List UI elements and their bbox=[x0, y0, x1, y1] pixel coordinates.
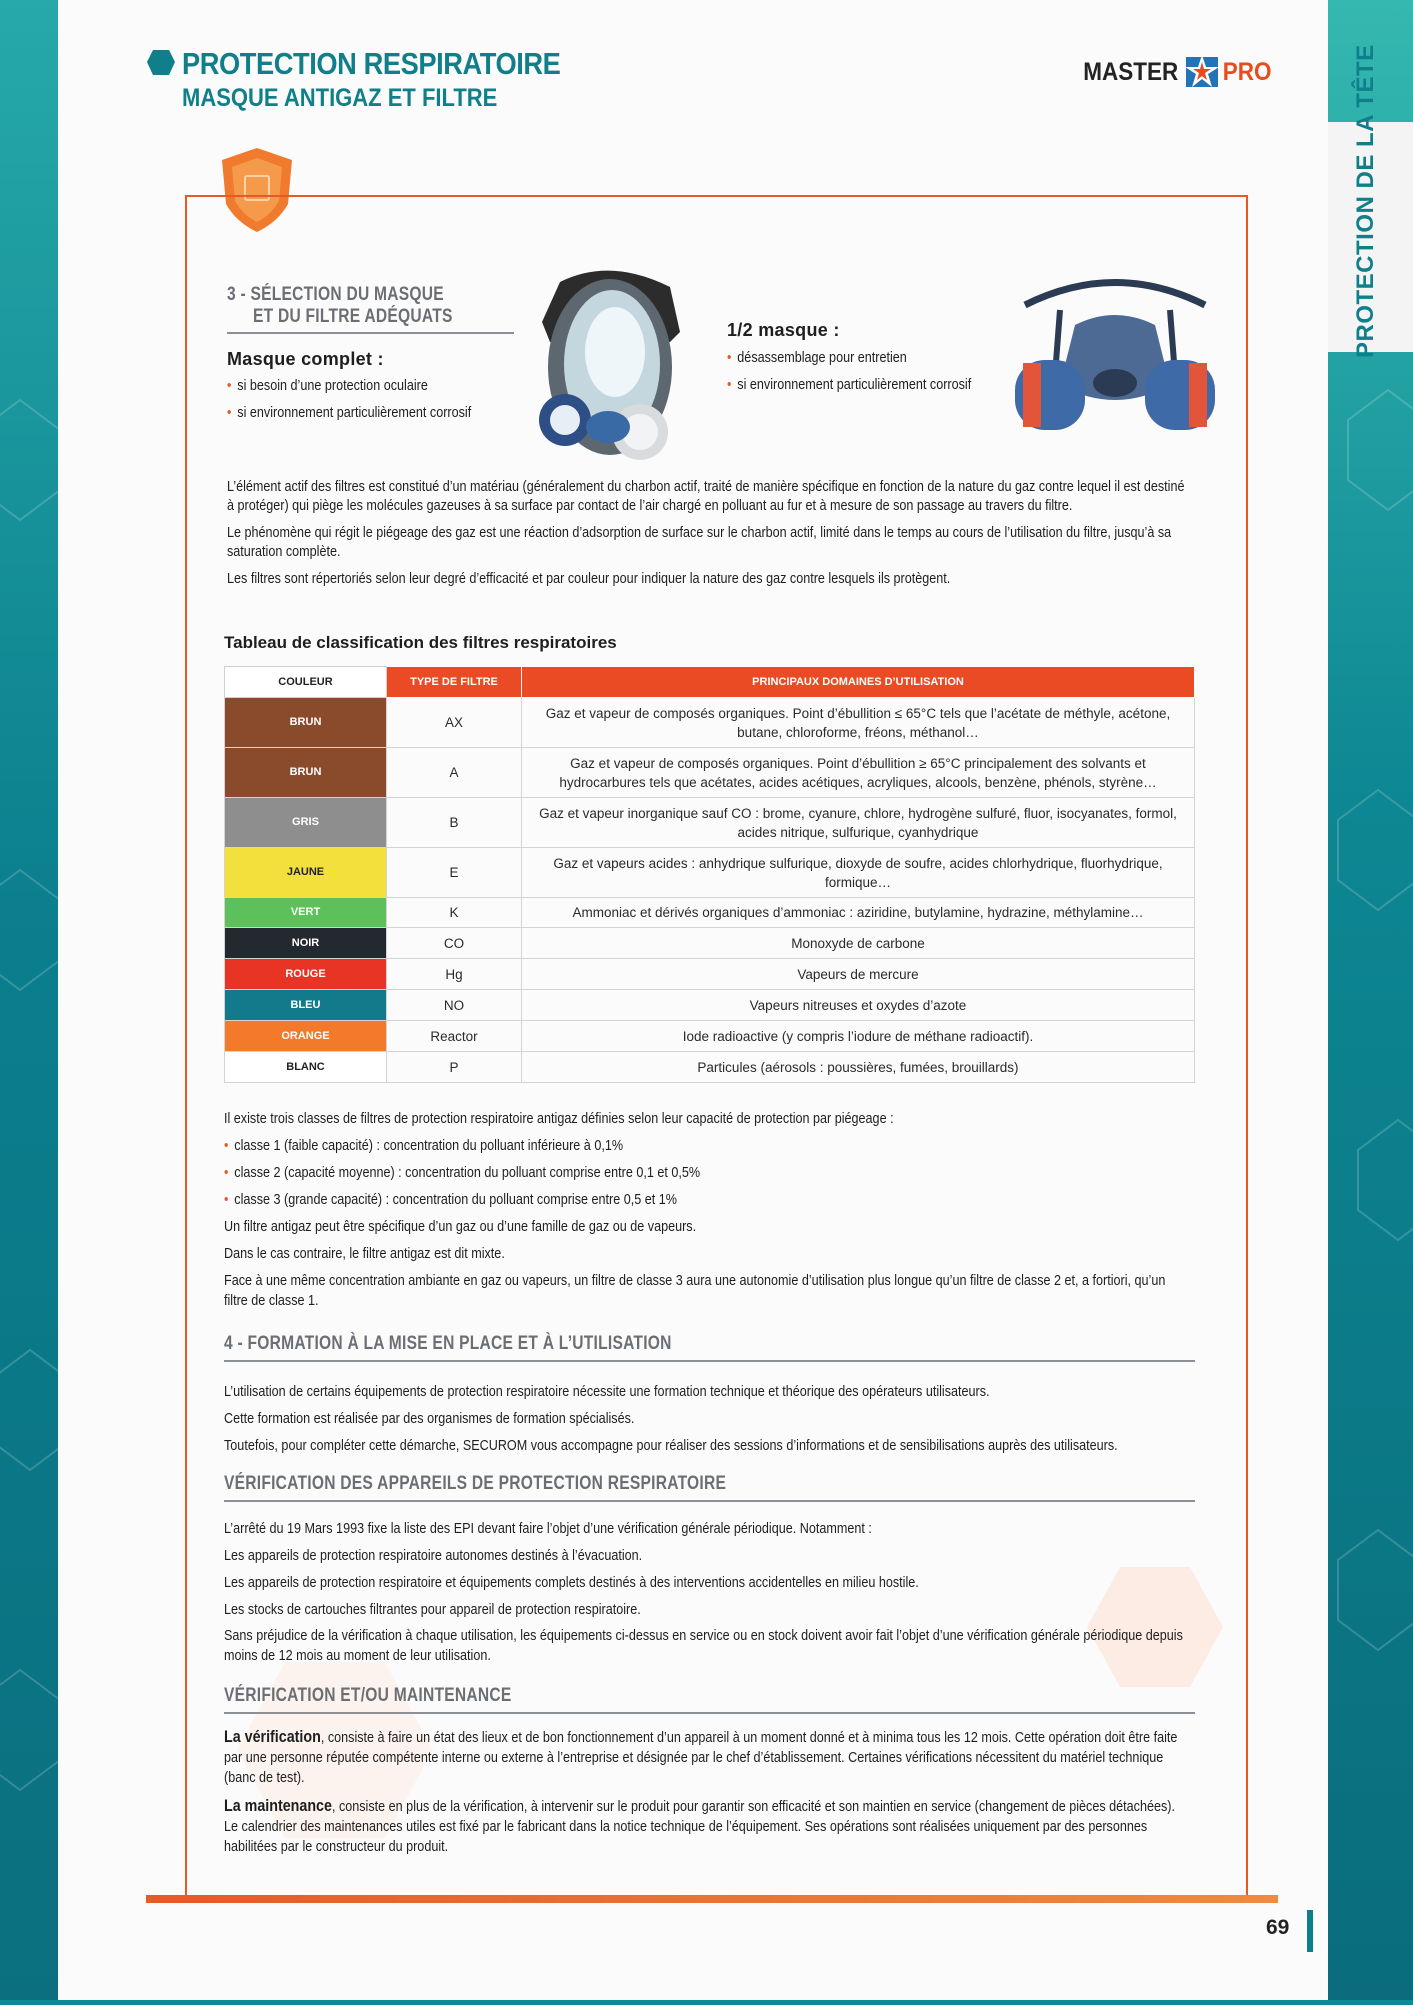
paragraph: L’utilisation de certains équipements de protection respiratoire nécessite une formation technique et théorique des opérateurs utilisateurs. bbox=[224, 1383, 990, 1400]
table-row bbox=[225, 1021, 1195, 1052]
domain-cell: Particules (aérosols : poussières, fumées, brouillards) bbox=[522, 1052, 1195, 1083]
full-face-mask-image bbox=[520, 262, 700, 467]
paragraph: Dans le cas contraire, le filtre antigaz est dit mixte. bbox=[224, 1245, 505, 1262]
paragraph: Face à une même concentration ambiante en gaz ou vapeurs, un filtre de classe 3 aura une autonomie d’utilisation plus longue qu’un filtre de classe 2 et, a fortiori, qu’un filtre de classe 1. bbox=[224, 1272, 1166, 1309]
verification-title: VÉRIFICATION DES APPAREILS DE PROTECTION RESPIRATOIRE bbox=[224, 1473, 727, 1494]
half-mask-list bbox=[727, 348, 979, 394]
page-number-bar bbox=[1307, 1910, 1313, 1952]
domain-cell: Ammoniac et dérivés organiques d’ammoniac : aziridine, butylamine, hydrazine, méthylamine… bbox=[522, 898, 1195, 928]
list-item: • si besoin d’une protection oculaire bbox=[227, 377, 428, 394]
color-cell: GRIS bbox=[225, 798, 387, 848]
logo-star-icon bbox=[1184, 53, 1220, 91]
table-row bbox=[225, 990, 1195, 1021]
column-header-color: COULEUR bbox=[225, 667, 387, 698]
color-cell: BLANC bbox=[225, 1052, 387, 1083]
section4-title: 4 - FORMATION À LA MISE EN PLACE ET À L’UTILISATION bbox=[224, 1333, 672, 1354]
paragraph: Toutefois, pour compléter cette démarche, SECUROM vous accompagne pour réaliser des sessions d’informations et de sensibilisations auprès des utilisateurs. bbox=[224, 1437, 1118, 1454]
verification-paragraphs bbox=[224, 1515, 1190, 1666]
filter-classification-table bbox=[224, 666, 1195, 1083]
paragraph: Le phénomène qui régit le piégeage des gaz est une réaction d’adsorption de surface sur le charbon actif, limité dans le temps au cours de l’utilisation du filtre, jusqu’à sa saturation complète. bbox=[227, 524, 1172, 560]
domain-cell: Gaz et vapeur inorganique sauf CO : brome, cyanure, chlore, hydrogène sulfuré, fluor, isocyanates, formol, acides nitrique, sulfurique, cyanhydrique bbox=[522, 798, 1195, 848]
table-row bbox=[225, 748, 1195, 798]
list-item: • classe 3 (grande capacité) : concentration du polluant comprise entre 0,5 et 1% bbox=[224, 1191, 677, 1208]
type-cell: K bbox=[387, 898, 522, 928]
type-cell: Hg bbox=[387, 959, 522, 990]
color-cell: JAUNE bbox=[225, 848, 387, 898]
list-item: • classe 1 (faible capacité) : concentration du polluant inférieure à 0,1% bbox=[224, 1137, 624, 1154]
section4-paragraphs bbox=[224, 1378, 1190, 1459]
table-title: Tableau de classification des filtres respiratoires bbox=[224, 633, 617, 652]
left-background-band bbox=[0, 0, 58, 2000]
maintenance-underline bbox=[224, 1712, 1195, 1714]
type-cell: P bbox=[387, 1052, 522, 1083]
column-header-type: TYPE DE FILTRE bbox=[387, 667, 522, 698]
logo-master: MASTER bbox=[1083, 57, 1179, 86]
verification-paragraph: La vérification, consiste à faire un état des lieux et de bon fonctionnement d’un appareil à un moment donné et à minima tous les 12 mois. Cette opération doit être faite par une personne réputée compétente interne ou externe à l’entreprise et désignée par le chef d’établissement. Certaines vérifications nécessitent du matériel technique (banc de test). bbox=[224, 1727, 1178, 1786]
maintenance-term: La maintenance bbox=[224, 1796, 332, 1815]
paragraph: Sans préjudice de la vérification à chaque utilisation, les équipements ci-dessus en service ou en stock doivent avoir fait l’objet d’une vérification générale périodique depuis moins de 12 mois au moment de leur utilisation. bbox=[224, 1627, 1183, 1664]
type-cell: NO bbox=[387, 990, 522, 1021]
full-mask-heading: Masque complet : bbox=[227, 349, 384, 369]
verification-underline bbox=[224, 1500, 1195, 1502]
paragraph: L’élément actif des filtres est constitué d’un matériau (généralement du charbon actif, traité de manière spécifique en fonction de la nature du gaz contre lequel il est destiné à protéger) qui piège les molécules gazeuses à sa surface par contact de l’air chargé en polluant au fur et à mesure de son passage au travers du filtre. bbox=[227, 478, 1185, 514]
page-title: PROTECTION RESPIRATOIRE bbox=[182, 46, 561, 81]
type-cell: B bbox=[387, 798, 522, 848]
list-item: • si environnement particulièrement corrosif bbox=[227, 404, 472, 421]
paragraph: Les filtres sont répertoriés selon leur degré d’efficacité et par couleur pour indiquer la nature des gaz contre lesquels ils protègent. bbox=[227, 570, 951, 587]
paragraph: Cette formation est réalisée par des organismes de formation spécialisés. bbox=[224, 1410, 635, 1427]
maintenance-title: VÉRIFICATION ET/OU MAINTENANCE bbox=[224, 1685, 512, 1706]
color-cell: BRUN bbox=[225, 698, 387, 748]
list-item: • si environnement particulièrement corrosif bbox=[727, 376, 972, 393]
color-cell: ROUGE bbox=[225, 959, 387, 990]
half-face-mask-image bbox=[1005, 265, 1225, 445]
brand-logo bbox=[1078, 52, 1274, 92]
hexagon-pattern-left bbox=[0, 0, 58, 2000]
list-item: • classe 2 (capacité moyenne) : concentration du polluant comprise entre 0,1 et 0,5% bbox=[224, 1164, 701, 1181]
classes-intro: Il existe trois classes de filtres de protection respiratoire antigaz définies selon leur capacité de protection par piégeage : bbox=[224, 1110, 894, 1127]
table-row bbox=[225, 1052, 1195, 1083]
half-mask-heading: 1/2 masque : bbox=[727, 320, 840, 340]
page-subtitle: MASQUE ANTIGAZ ET FILTRE bbox=[182, 84, 498, 112]
table-row bbox=[225, 959, 1195, 990]
maintenance-paragraphs bbox=[224, 1727, 1190, 1865]
type-cell: AX bbox=[387, 698, 522, 748]
section4-underline bbox=[224, 1360, 1195, 1362]
table-row bbox=[225, 898, 1195, 928]
table-row bbox=[225, 928, 1195, 959]
maintenance-paragraph: La maintenance, consiste en plus de la vérification, à intervenir sur le produit pour garantir son efficacité et son maintien en service (changement de pièces détachées). Le calendrier des maintenances utiles est fixé par le fabricant dans la notice technique de l’équipement. Ses opérations sont réalisées uniquement par des personnes habilitées par le constructeur du produit. bbox=[224, 1796, 1175, 1855]
paragraph: Les stocks de cartouches filtrantes pour appareil de protection respiratoire. bbox=[224, 1601, 641, 1618]
domain-cell: Gaz et vapeur de composés organiques. Point d’ébullition ≥ 65°C principalement des solvants et hydrocarbures tels que acétates, acides acétiques, acryliques, alcools, benzène, phénols, styrène… bbox=[522, 748, 1195, 798]
type-cell: Reactor bbox=[387, 1021, 522, 1052]
page-number: 69 bbox=[1266, 1916, 1290, 1939]
paragraph: Les appareils de protection respiratoire autonomes destinés à l’évacuation. bbox=[224, 1547, 643, 1564]
color-cell: BLEU bbox=[225, 990, 387, 1021]
column-header-domain: PRINCIPAUX DOMAINES D’UTILISATION bbox=[522, 667, 1195, 698]
classes-block bbox=[224, 1105, 1190, 1311]
paragraph: Un filtre antigaz peut être spécifique d’un gaz ou d’une famille de gaz ou de vapeurs. bbox=[224, 1218, 697, 1235]
domain-cell: Monoxyde de carbone bbox=[522, 928, 1195, 959]
type-cell: CO bbox=[387, 928, 522, 959]
side-tab-label: PROTECTION DE LA TÊTE bbox=[1352, 44, 1379, 358]
color-cell: VERT bbox=[225, 898, 387, 928]
domain-cell: Gaz et vapeurs acides : anhydrique sulfurique, dioxyde de soufre, acides chlorhydrique, fluorhydrique, formique… bbox=[522, 848, 1195, 898]
domain-cell: Iode radioactive (y compris l’iodure de méthane radioactif). bbox=[522, 1021, 1195, 1052]
table-row bbox=[225, 798, 1195, 848]
logo-pro: PRO bbox=[1222, 57, 1272, 86]
header-hexagon-icon bbox=[146, 49, 176, 76]
paragraph: Les appareils de protection respiratoire et équipements complets destinés à des interventions accidentelles en milieu hostile. bbox=[224, 1574, 919, 1591]
color-cell: NOIR bbox=[225, 928, 387, 959]
paragraph: L’arrêté du 19 Mars 1993 fixe la liste des EPI devant faire l’objet d’une vérification générale périodique. Notamment : bbox=[224, 1520, 872, 1537]
bottom-accent-bar bbox=[146, 1895, 1278, 1903]
list-item: • désassemblage pour entretien bbox=[727, 349, 907, 366]
color-cell: ORANGE bbox=[225, 1021, 387, 1052]
color-cell: BRUN bbox=[225, 748, 387, 798]
domain-cell: Vapeurs de mercure bbox=[522, 959, 1195, 990]
domain-cell: Gaz et vapeur de composés organiques. Point d’ébullition ≤ 65°C tels que l’acétate de méthyle, acétone, butane, chloroforme, fréons, méthanol… bbox=[522, 698, 1195, 748]
section3-paragraphs bbox=[227, 477, 1185, 596]
verification-term: La vérification bbox=[224, 1727, 321, 1746]
section3-title-line1: 3 - SÉLECTION DU MASQUE bbox=[227, 284, 444, 305]
full-mask-list bbox=[227, 376, 479, 422]
type-cell: A bbox=[387, 748, 522, 798]
table-row bbox=[225, 848, 1195, 898]
section3-title-line2: ET DU FILTRE ADÉQUATS bbox=[253, 306, 453, 327]
table-row bbox=[225, 698, 1195, 748]
type-cell: E bbox=[387, 848, 522, 898]
table-header-row bbox=[225, 667, 1195, 698]
section3-underline bbox=[227, 332, 514, 334]
domain-cell: Vapeurs nitreuses et oxydes d’azote bbox=[522, 990, 1195, 1021]
